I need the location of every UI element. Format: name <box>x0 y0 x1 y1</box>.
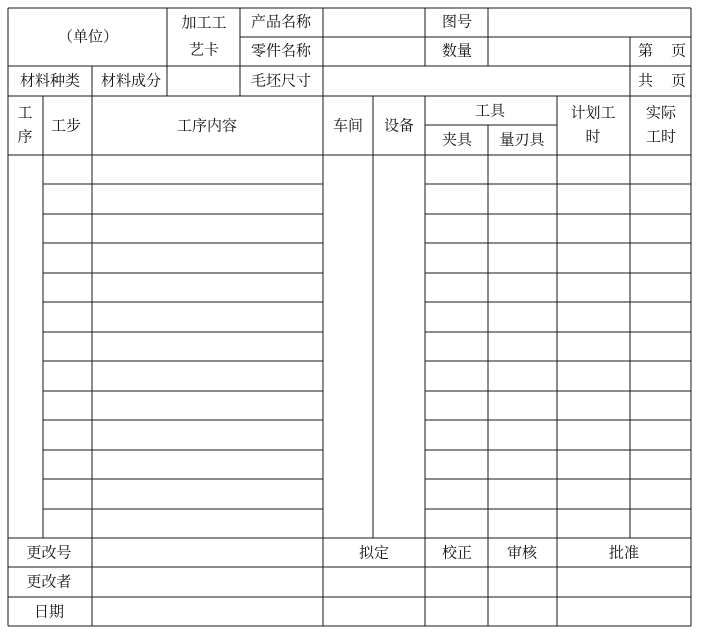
unit-label: （单位） <box>57 27 119 46</box>
process-header-line1: 工 <box>17 103 33 122</box>
card-title-line2: 艺卡 <box>188 40 220 59</box>
planned-hours-line1: 计划工 <box>570 103 616 122</box>
measuring-tool-header: 量刃具 <box>499 130 545 149</box>
reviewed-label: 审核 <box>506 543 538 562</box>
fixture-header: 夹具 <box>441 130 473 149</box>
product-name-label: 产品名称 <box>250 12 312 31</box>
step-header: 工步 <box>50 116 82 135</box>
process-content-header: 工序内容 <box>176 116 238 135</box>
drafted-label: 拟定 <box>358 543 390 562</box>
planned-hours-line2: 时 <box>585 127 601 146</box>
checked-label: 校正 <box>441 543 473 562</box>
total-suffix: 页 <box>670 71 686 90</box>
material-composition-label: 材料成分 <box>100 71 162 90</box>
actual-hours-line2: 工时 <box>645 127 677 146</box>
quantity-label: 数量 <box>441 41 473 60</box>
approved-label: 批准 <box>608 543 640 562</box>
equipment-header: 设备 <box>383 116 415 135</box>
process-header-line2: 序 <box>17 127 33 146</box>
page-label: 第 <box>638 41 654 60</box>
drawing-no-label: 图号 <box>441 12 473 31</box>
blank-size-label: 毛坯尺寸 <box>250 71 312 90</box>
change-no-label: 更改号 <box>26 543 72 562</box>
total-label: 共 <box>638 71 654 90</box>
workshop-header: 车间 <box>332 116 364 135</box>
actual-hours-line1: 实际 <box>645 103 677 122</box>
changer-label: 更改者 <box>26 572 72 591</box>
date-label: 日期 <box>33 602 65 621</box>
page-suffix: 页 <box>670 41 686 60</box>
part-name-label: 零件名称 <box>250 41 312 60</box>
card-title-line1: 加工工 <box>181 13 227 32</box>
tooling-header: 工具 <box>474 101 506 120</box>
material-type-label: 材料种类 <box>19 71 81 90</box>
